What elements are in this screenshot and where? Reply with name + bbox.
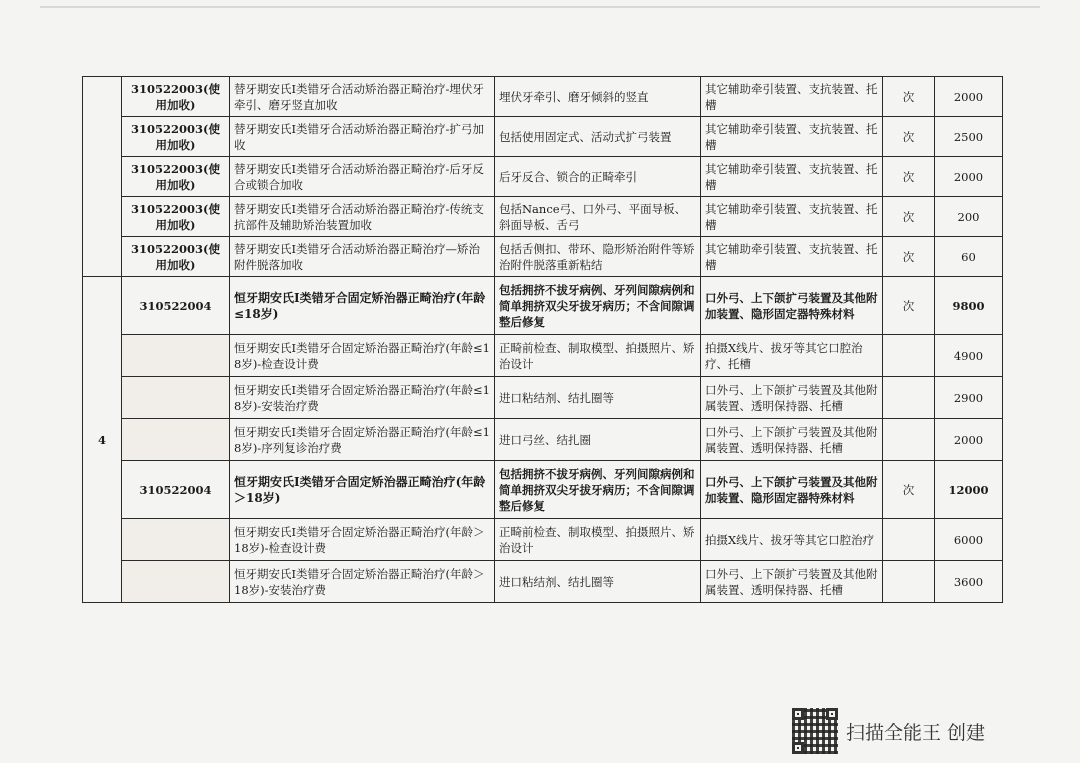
- item-price: 2000: [935, 157, 1003, 197]
- item-exclusions: 拍摄X线片、拔牙等其它口腔治疗: [701, 519, 883, 561]
- item-unit: [883, 419, 935, 461]
- item-content: 埋伏牙牵引、磨牙倾斜的竖直: [495, 77, 701, 117]
- item-price: 2000: [935, 77, 1003, 117]
- seq-cell: [83, 77, 122, 277]
- item-price: 4900: [935, 335, 1003, 377]
- item-unit: [883, 377, 935, 419]
- item-exclusions: 口外弓、上下颌扩弓装置及其他附属装置、透明保持器、托槽: [701, 561, 883, 603]
- item-code: 310522004: [122, 277, 230, 335]
- item-content: 进口粘结剂、结扎圈等: [495, 561, 701, 603]
- item-price: 2500: [935, 117, 1003, 157]
- item-price: 6000: [935, 519, 1003, 561]
- page-top-edge: [40, 6, 1040, 8]
- item-price: 9800: [935, 277, 1003, 335]
- table-row: [83, 197, 1003, 237]
- item-name: 替牙期安氏Ⅰ类错牙合活动矫治器正畸治疗-后牙反合或锁合加收: [230, 157, 495, 197]
- item-content: 正畸前检查、制取模型、拍摄照片、矫治设计: [495, 519, 701, 561]
- item-code: [122, 377, 230, 419]
- item-exclusions: 其它辅助牵引装置、支抗装置、托槽: [701, 157, 883, 197]
- item-name: 恒牙期安氏Ⅰ类错牙合固定矫治器正畸治疗(年龄≤18岁)-检查设计费: [230, 335, 495, 377]
- item-exclusions: 其它辅助牵引装置、支抗装置、托槽: [701, 197, 883, 237]
- watermark-text: 扫描全能王 创建: [846, 721, 986, 744]
- table-row: [83, 519, 1003, 561]
- table-row: [83, 377, 1003, 419]
- item-code: 310522003(使用加收): [122, 157, 230, 197]
- item-content: 进口粘结剂、结扎圈等: [495, 377, 701, 419]
- item-unit: 次: [883, 197, 935, 237]
- qr-code-icon: [792, 708, 838, 754]
- item-content: 后牙反合、锁合的正畸牵引: [495, 157, 701, 197]
- item-name: 替牙期安氏Ⅰ类错牙合活动矫治器正畸治疗—矫治附件脱落加收: [230, 237, 495, 277]
- item-content: 包括使用固定式、活动式扩弓装置: [495, 117, 701, 157]
- item-exclusions: 其它辅助牵引装置、支抗装置、托槽: [701, 77, 883, 117]
- item-exclusions: 其它辅助牵引装置、支抗装置、托槽: [701, 237, 883, 277]
- item-code: [122, 335, 230, 377]
- item-exclusions: 其它辅助牵引装置、支抗装置、托槽: [701, 117, 883, 157]
- item-exclusions: 口外弓、上下颌扩弓装置及其他附加装置、隐形固定器特殊材料: [701, 277, 883, 335]
- item-content: 进口弓丝、结扎圈: [495, 419, 701, 461]
- table-row: [83, 461, 1003, 519]
- table-row: [83, 561, 1003, 603]
- table-row: [83, 335, 1003, 377]
- item-name: 恒牙期安氏Ⅰ类错牙合固定矫治器正畸治疗(年龄＞18岁)-检查设计费: [230, 519, 495, 561]
- item-content: 包括拥挤不拔牙病例、牙列间隙病例和简单拥挤双尖牙拔牙病历；不含间隙调整后修复: [495, 277, 701, 335]
- item-content: 包括拥挤不拔牙病例、牙列间隙病例和简单拥挤双尖牙拔牙病历；不含间隙调整后修复: [495, 461, 701, 519]
- item-code: [122, 561, 230, 603]
- item-content: 包括Nance弓、口外弓、平面导板、斜面导板、舌弓: [495, 197, 701, 237]
- item-code: [122, 519, 230, 561]
- item-unit: [883, 335, 935, 377]
- item-name: 恒牙期安氏Ⅰ类错牙合固定矫治器正畸治疗(年龄≤18岁)-序列复诊治疗费: [230, 419, 495, 461]
- item-name: 替牙期安氏Ⅰ类错牙合活动矫治器正畸治疗-埋伏牙牵引、磨牙竖直加收: [230, 77, 495, 117]
- table-row: [83, 117, 1003, 157]
- item-price: 12000: [935, 461, 1003, 519]
- item-code: 310522003(使用加收): [122, 197, 230, 237]
- item-price: 2900: [935, 377, 1003, 419]
- table-row: [83, 237, 1003, 277]
- item-unit: 次: [883, 237, 935, 277]
- item-unit: 次: [883, 157, 935, 197]
- item-code: [122, 419, 230, 461]
- item-name: 恒牙期安氏Ⅰ类错牙合固定矫治器正畸治疗(年龄≤18岁): [230, 277, 495, 335]
- item-content: 包括舌侧扣、带环、隐形矫治附件等矫治附件脱落重新粘结: [495, 237, 701, 277]
- item-price: 2000: [935, 419, 1003, 461]
- item-code: 310522003(使用加收): [122, 77, 230, 117]
- item-unit: [883, 561, 935, 603]
- item-exclusions: 口外弓、上下颌扩弓装置及其他附属装置、透明保持器、托槽: [701, 377, 883, 419]
- item-content: 正畸前检查、制取模型、拍摄照片、矫治设计: [495, 335, 701, 377]
- item-name: 替牙期安氏Ⅰ类错牙合活动矫治器正畸治疗-扩弓加收: [230, 117, 495, 157]
- item-name: 恒牙期安氏Ⅰ类错牙合固定矫治器正畸治疗(年龄≤18岁)-安装治疗费: [230, 377, 495, 419]
- item-name: 替牙期安氏Ⅰ类错牙合活动矫治器正畸治疗-传统支抗部件及辅助矫治装置加收: [230, 197, 495, 237]
- item-unit: [883, 519, 935, 561]
- item-code: 310522003(使用加收): [122, 237, 230, 277]
- item-price: 3600: [935, 561, 1003, 603]
- item-unit: 次: [883, 77, 935, 117]
- table-row: [83, 77, 1003, 117]
- table-row: [83, 157, 1003, 197]
- item-price: 60: [935, 237, 1003, 277]
- fee-table: [82, 76, 1003, 603]
- table-row: [83, 277, 1003, 335]
- seq-number: 4: [83, 277, 122, 603]
- table-row: [83, 419, 1003, 461]
- item-code: 310522003(使用加收): [122, 117, 230, 157]
- item-exclusions: 拍摄X线片、拔牙等其它口腔治疗、托槽: [701, 335, 883, 377]
- item-unit: 次: [883, 277, 935, 335]
- item-exclusions: 口外弓、上下颌扩弓装置及其他附加装置、隐形固定器特殊材料: [701, 461, 883, 519]
- item-name: 恒牙期安氏Ⅰ类错牙合固定矫治器正畸治疗(年龄＞18岁)-安装治疗费: [230, 561, 495, 603]
- item-price: 200: [935, 197, 1003, 237]
- scanner-watermark: [792, 708, 985, 754]
- item-unit: 次: [883, 117, 935, 157]
- item-exclusions: 口外弓、上下颌扩弓装置及其他附属装置、透明保持器、托槽: [701, 419, 883, 461]
- item-name: 恒牙期安氏Ⅰ类错牙合固定矫治器正畸治疗(年龄＞18岁): [230, 461, 495, 519]
- item-unit: 次: [883, 461, 935, 519]
- item-code: 310522004: [122, 461, 230, 519]
